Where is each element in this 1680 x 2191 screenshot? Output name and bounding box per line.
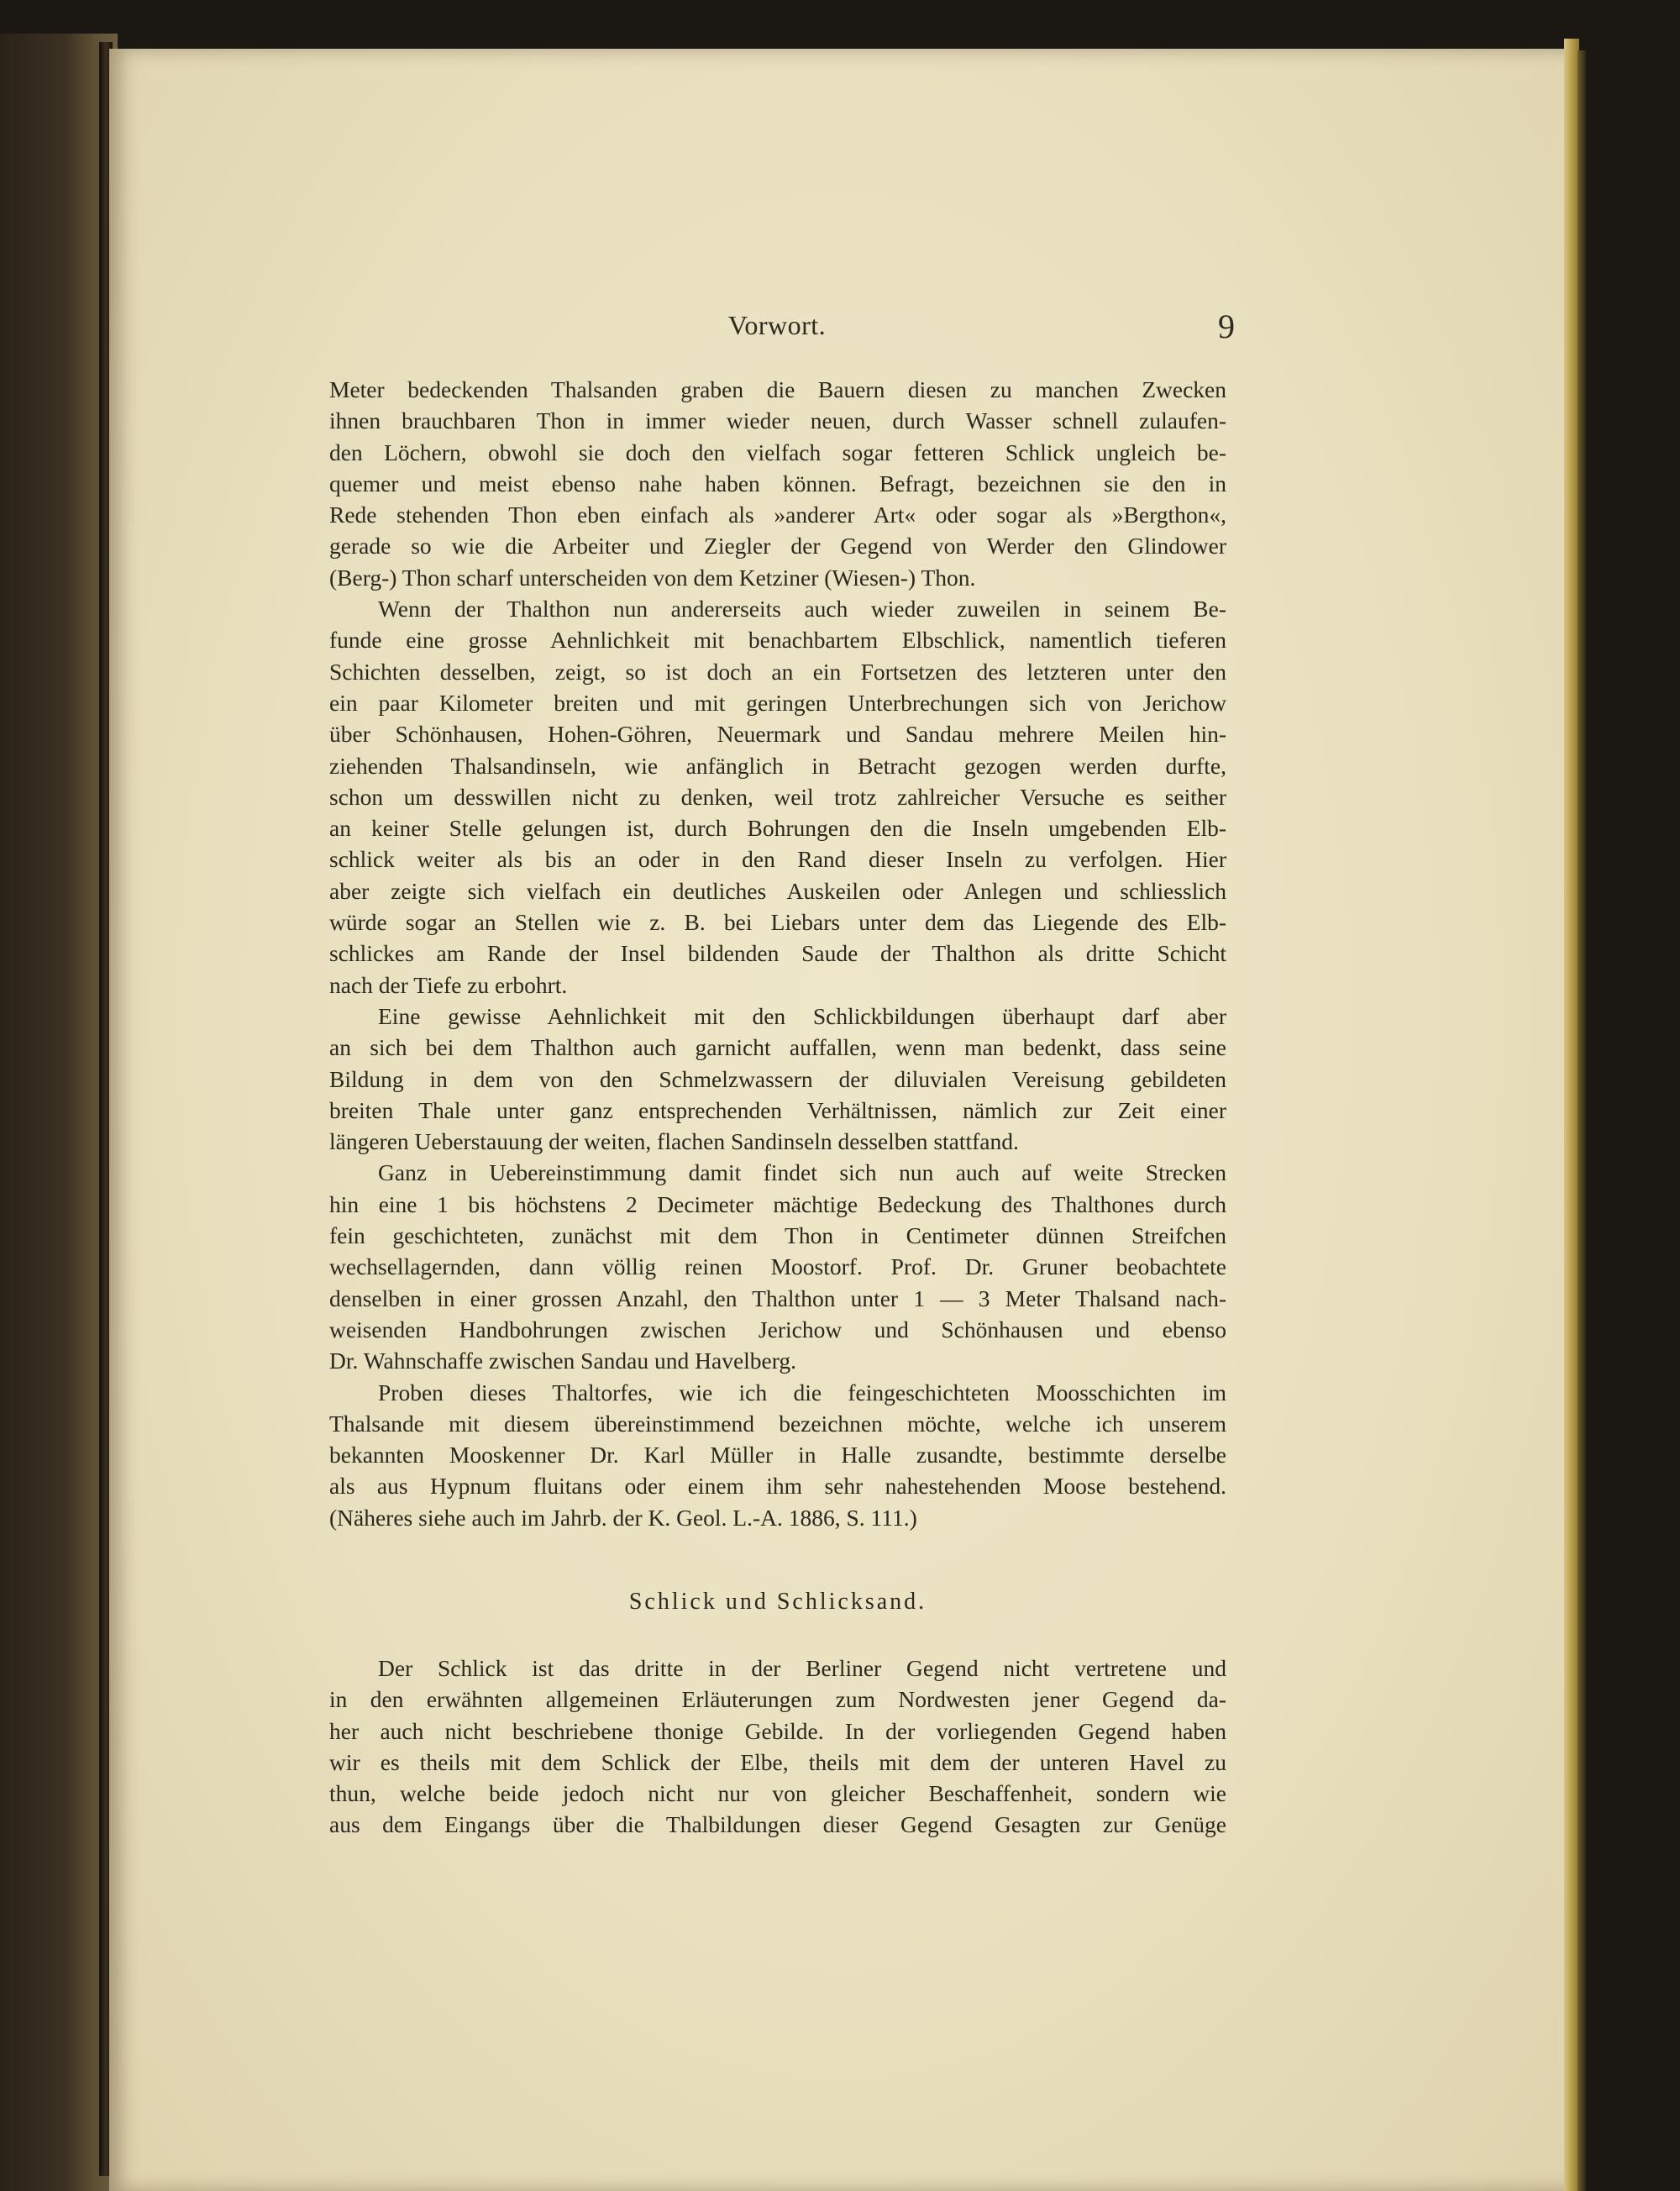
text-line: Eine gewisse Aehnlichkeit mit den Schlickbildungen überhaupt darf aber — [378, 1002, 1226, 1029]
text-line: Dr. Wahnschaffe zwischen Sandau und Havelberg. — [329, 1348, 797, 1374]
body-text — [329, 374, 1226, 1841]
text-line: ihnen brauchbaren Thon in immer wieder neuen, durch Wasser schnell zulaufen- — [329, 407, 1226, 434]
text-line: weisenden Handbohrungen zwischen Jerichow und Schönhausen und ebenso — [329, 1316, 1226, 1342]
text-line: Ganz in Uebereinstimmung damit findet sich nun auch auf weite Strecken — [378, 1159, 1226, 1186]
text-line: wir es theils mit dem Schlick der Elbe, theils mit dem der unteren Havel zu — [329, 1748, 1226, 1775]
text-line: aber zeigte sich vielfach ein deutliches Auskeilen oder Anlegen und schliesslich — [329, 877, 1226, 904]
page-header — [319, 307, 1235, 357]
text-line: Rede stehenden Thon eben einfach als »anderer Art« oder sogar als »Bergthon«, — [329, 502, 1226, 528]
section-paragraph — [329, 1652, 1226, 1841]
text-line: schlickes am Rande der Insel bildenden Saude der Thalthon als dritte Schicht — [329, 940, 1226, 967]
text-line: gerade so wie die Arbeiter und Ziegler der Gegend von Werder den Glindower — [329, 533, 1226, 560]
text-line: fein geschichteten, zunächst mit dem Thon in Centimeter dünnen Streifchen — [329, 1222, 1226, 1249]
section-heading: Schlick und Schlicksand. — [628, 1588, 927, 1615]
text-line: ein paar Kilometer breiten und mit geringen Unterbrechungen sich von Jerichow — [329, 689, 1226, 716]
page-number: 9 — [1218, 307, 1235, 345]
text-line: Meter bedeckenden Thalsanden graben die Bauern diesen zu manchen Zwecken — [329, 376, 1226, 402]
text-line: über Schönhausen, Hohen-Göhren, Neuermark und Sandau mehrere Meilen hin- — [329, 721, 1226, 748]
text-line: wechsellagernden, dann völlig reinen Moostorf. Prof. Dr. Gruner beobachtete — [329, 1253, 1226, 1280]
text-line: würde sogar an Stellen wie z. B. bei Liebars unter dem das Liegende des Elb- — [329, 909, 1226, 936]
text-line: (Berg-) Thon scharf unterscheiden von dem Ketziner (Wiesen-) Thon. — [329, 564, 976, 591]
paragraph-4 — [329, 1157, 1226, 1376]
text-line: funde eine grosse Aehnlichkeit mit benachbartem Elbschlick, namentlich tieferen — [329, 627, 1226, 654]
paragraph-1 — [329, 374, 1226, 593]
text-line: bekannten Mooskenner Dr. Karl Müller in Halle zusandte, bestimmte derselbe — [329, 1442, 1226, 1469]
text-line: breiten Thale unter ganz entsprechenden Verhältnissen, nämlich zur Zeit einer — [329, 1096, 1226, 1123]
running-head: Vorwort. — [727, 310, 827, 340]
text-line: her auch nicht beschriebene thonige Gebilde. In der vorliegenden Gegend haben — [329, 1717, 1226, 1744]
text-line: in den erwähnten allgemeinen Erläuterungen zum Nordwesten jener Gegend da- — [329, 1686, 1226, 1713]
text-line: thun, welche beide jedoch nicht nur von gleicher Beschaffenheit, sondern wie — [329, 1780, 1226, 1807]
text-line: als aus Hypnum fluitans oder einem ihm sehr nahestehenden Moose bestehend. — [329, 1473, 1226, 1500]
text-line: aus dem Eingangs über die Thalbildungen dieser Gegend Gesagten zur Genüge — [329, 1811, 1226, 1838]
text-line: Thalsande mit diesem übereinstimmend bezeichnen möchte, welche ich unserem — [329, 1410, 1226, 1437]
text-line: ziehenden Thalsandinseln, wie anfänglich in Betracht gezogen werden durfte, — [329, 752, 1226, 779]
text-line: denselben in einer grossen Anzahl, den Thalthon unter 1 — 3 Meter Thalsand nach- — [329, 1285, 1226, 1311]
paragraph-3 — [329, 1001, 1226, 1157]
text-line: schlick weiter als bis an oder in den Rand dieser Inseln zu verfolgen. Hier — [329, 846, 1226, 873]
text-line: längeren Ueberstauung der weiten, flachen Sandinseln desselben stattfand. — [329, 1128, 1019, 1155]
text-line: den Löchern, obwohl sie doch den vielfach sogar fetteren Schlick ungleich be- — [329, 439, 1226, 465]
text-line: quemer und meist ebenso nahe haben können. Befragt, bezeichnen sie den in — [329, 470, 1226, 497]
text-line: Der Schlick ist das dritte in der Berliner Gegend nicht vertretene und — [378, 1654, 1226, 1681]
text-line: an keiner Stelle gelungen ist, durch Bohrungen den die Inseln umgebenden Elb- — [329, 815, 1226, 842]
paragraph-5 — [329, 1377, 1226, 1533]
text-line: hin eine 1 bis höchstens 2 Decimeter mächtige Bedeckung des Thalthones durch — [329, 1190, 1226, 1217]
paragraph-2 — [329, 593, 1226, 1001]
text-line: Proben dieses Thaltorfes, wie ich die feingeschichteten Moosschichten im — [378, 1379, 1226, 1405]
text-line: schon um desswillen nicht zu denken, weil trotz zahlreicher Versuche es seither — [329, 783, 1226, 810]
text-line: Schichten desselben, zeigt, so ist doch an ein Fortsetzen des letzteren unter den — [329, 658, 1226, 685]
page-edge-shadow — [1578, 50, 1586, 2191]
text-line: (Näheres siehe auch im Jahrb. der K. Geol. L.-A. 1886, S. 111.) — [329, 1504, 917, 1531]
text-line: nach der Tiefe zu erbohrt. — [329, 971, 568, 998]
text-line: Bildung in dem von den Schmelzwassern der diluvialen Vereisung gebildeten — [329, 1065, 1226, 1092]
text-line: Wenn der Thalthon nun andererseits auch wieder zuweilen in seinem Be- — [378, 596, 1226, 623]
text-line: an sich bei dem Thalthon auch garnicht auffallen, wenn man bedenkt, dass seine — [329, 1034, 1226, 1061]
